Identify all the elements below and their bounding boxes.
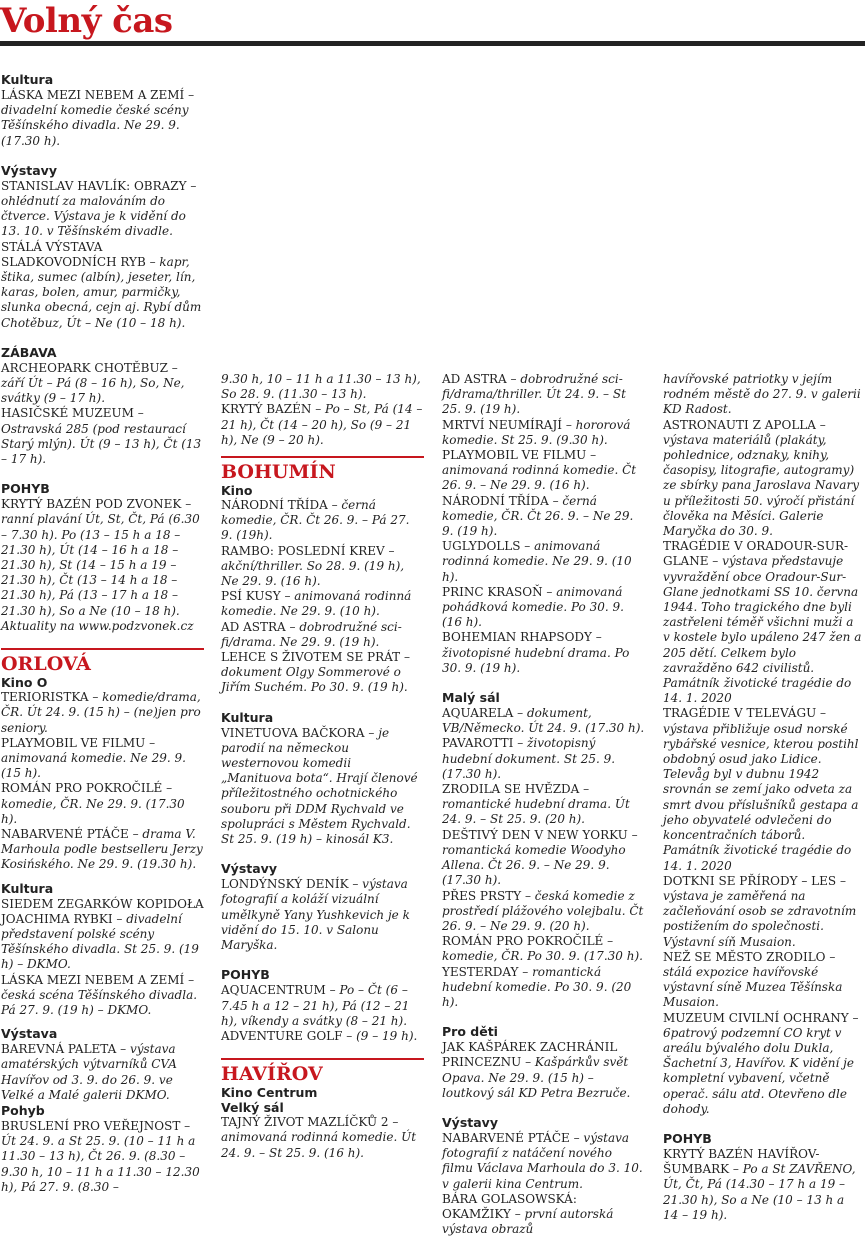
listing-desc: – Po – St, Pá (14 – 21 h), Čt (14 – 20 h), So (9 – 21 h), Ne (9 – 20 h). bbox=[221, 402, 423, 447]
listing-desc: – animovaná pohádková komedie. Po 30. 9. (16 h). bbox=[442, 584, 624, 630]
listing-title: STÁLÁ VÝSTAVA SLADKOVODNÍCH RYB bbox=[1, 239, 146, 269]
listing-title: DOTKNI SE PŘÍRODY – LES bbox=[663, 873, 837, 888]
listing-desc: – animovaná komedie. Ne 29. 9. (15 h). bbox=[1, 735, 186, 781]
listing-desc: – drama V. Marhoula podle bestselleru Jerzy Kosińského. Ne 29. 9. (19.30 h). bbox=[1, 826, 203, 872]
listing-desc: – výstava amatérských výtvarníků CVA Havířov od 3. 9. do 26. 9. ve Velké a Malé galerii DKMO. bbox=[1, 1042, 177, 1102]
listing-title: ROMÁN PRO POKROČILÉ bbox=[442, 934, 604, 949]
title-rule bbox=[0, 41, 865, 46]
listing-desc: – černá komedie, ČR. Čt 26. 9. – Pá 27. 9. (19h). bbox=[221, 498, 410, 543]
listing-title: PLAYMOBIL VE FILMU bbox=[1, 735, 146, 750]
listing-desc: – dobrodružné sci-fi/drama/thriller. Út 24. 9. – St 25. 9. (19 h). bbox=[442, 372, 626, 417]
listing bbox=[663, 418, 863, 540]
listing bbox=[221, 589, 424, 619]
listing-desc: – stálá expozice havířovské výstavní síně Muzea Těšínska Musaion. bbox=[663, 949, 843, 1010]
listing bbox=[442, 706, 645, 736]
listing-desc: – komedie, ČR. Ne 29. 9. (17.30 h). bbox=[1, 781, 185, 826]
listing bbox=[221, 544, 424, 590]
listing-title: NÁRODNÍ TŘÍDA bbox=[442, 493, 549, 508]
listing bbox=[1, 88, 204, 149]
listing bbox=[442, 1131, 645, 1192]
listing-desc: – Po – Čt (6 – 7.45 h a 12 – 21 h), Pá (12 – 21 h), víkendy a svátky (8 – 21 h). bbox=[221, 983, 410, 1028]
listing-desc: – divadelní představení polské scény Těšínského divadla. St 25. 9. (19 h) – DKMO. bbox=[1, 911, 199, 972]
listing-desc: – výstava fotografií a koláží vizuální umělkyně Yany Yushkevich je k vidění do 15. 10. v Salonu Maryška. bbox=[221, 877, 410, 953]
listing bbox=[442, 934, 645, 964]
venue-heading: Kino bbox=[221, 483, 253, 499]
listing-title: ASTRONAUTI Z APOLLA bbox=[663, 417, 816, 432]
listing bbox=[221, 620, 424, 650]
listing-title: STANISLAV HAVLÍK: OBRAZY bbox=[1, 178, 187, 193]
listing-desc: – výstava je zaměřená na začleňování osob se zdravotním postižením do společnosti. Výstavní síň Musaion. bbox=[663, 873, 857, 949]
listing-desc: – 6patrový podzemní CO kryt v areálu bývalého dolu Dukla, Šachetní 3, Havířov. K vidění je kompletní vybavení, včetně operač. sálu atd. Otevřeno dle dohody. bbox=[663, 1010, 859, 1116]
listing-title: RAMBO: POSLEDNÍ KREV bbox=[221, 543, 385, 558]
listing bbox=[221, 498, 424, 544]
listing-title: BRUSLENÍ PRO VEŘEJNOST bbox=[1, 1118, 181, 1133]
column-4 bbox=[663, 372, 863, 1223]
column-1 bbox=[1, 72, 204, 1195]
listing-title: TRAGÉDIE V TELEVÁGU bbox=[663, 706, 817, 721]
listing-desc: – Po a St ZAVŘENO, Út, Čt, Pá (14.30 – 17 h a 19 – 21.30 h), So a Ne (10 – 13 h a 14 – 19 h). bbox=[663, 1162, 856, 1222]
section-heading: Kultura bbox=[1, 880, 54, 896]
listing bbox=[442, 448, 645, 494]
listing bbox=[663, 874, 863, 950]
listing-title: LEHCE S ŽIVOTEM SE PRÁT bbox=[221, 650, 401, 665]
listing-desc: – dokument Olgy Sommerové o Jiřím Suchém. Po 30. 9. (19 h). bbox=[221, 650, 410, 695]
listing bbox=[442, 1192, 645, 1237]
listing-desc: – komedie, ČR. Po 30. 9. (17.30 h). bbox=[442, 934, 643, 964]
listing-desc: – výstava fotografií z natáčení nového filmu Václava Marhoula do 3. 10. v galerii kina Centrum. bbox=[442, 1130, 643, 1191]
listing bbox=[1, 240, 204, 331]
listing bbox=[442, 889, 645, 935]
listing-desc: – romantické hudební drama. Út 24. 9. – St 25. 9. (20 h). bbox=[442, 782, 630, 827]
listing-title: AD ASTRA bbox=[442, 372, 507, 386]
listing-desc: – ranní plavání Út, St, Čt, Pá (6.30 – 7.30 h). Po (13 – 15 h a 18 – 21.30 h), Út (14 – 16 h a 18 – 21.30 h), St (14 – 15 h a 19 – 21.30 h), Čt (13 – 14 h a 18 – 21.30 h), Pá (13 – 17 h a 18 – 21.30 h), So a Ne (10 – 18 h). Aktuality na www.podzvonek.cz bbox=[1, 497, 200, 633]
listing-title: ZRODILA SE HVĚZDA bbox=[442, 782, 580, 797]
listing bbox=[221, 650, 424, 696]
listing bbox=[442, 736, 645, 782]
listing-desc: – výstava přibližuje osud norské rybářské vesnice, kterou postihl obdobný osud jako Lidice. Televåg byl v dubnu 1942 srovnán se zemí jako odveta za smrt dvou příslušníků gestapa a jeho obyvatelé odvlečeni do koncentračních táborů. Památník životické tragédie do 14. 1. 2020 bbox=[663, 706, 859, 873]
listing-title: JAK KAŠPÁREK ZACHRÁNIL PRINCEZNU bbox=[442, 1040, 618, 1070]
listing-title: ARCHEOPARK CHOTĚBUZ bbox=[1, 360, 168, 375]
listing bbox=[1, 897, 204, 973]
listing-title: AQUARELA bbox=[442, 706, 514, 721]
listing bbox=[442, 585, 645, 631]
listing-desc: – první autorská výstava obrazů bbox=[442, 1206, 614, 1237]
section-heading: ZÁBAVA bbox=[1, 344, 57, 360]
listing-desc: – dobrodružné sci-fi/drama. Ne 29. 9. (19 h). bbox=[221, 619, 402, 649]
listing-title: LÁSKA MEZI NEBEM A ZEMÍ bbox=[1, 972, 185, 987]
listing bbox=[1, 497, 204, 634]
listing bbox=[221, 1029, 424, 1044]
section-heading: POHYB bbox=[1, 481, 50, 497]
listing-title: KRYTÝ BAZÉN HAVÍŘOV-ŠUMBARK bbox=[663, 1146, 820, 1177]
venue-heading: Kino Centrum bbox=[221, 1085, 318, 1101]
listing-title: MRTVÍ NEUMÍRAJÍ bbox=[442, 417, 562, 432]
column-3 bbox=[442, 372, 645, 1237]
listing bbox=[1, 361, 204, 407]
listing bbox=[663, 950, 863, 1011]
listing bbox=[442, 782, 645, 828]
listing-title: VINETUOVA BAČKORA bbox=[221, 725, 365, 740]
listing-title: UGLYDOLLS bbox=[442, 539, 521, 554]
listing-title: BOHEMIAN RHAPSODY bbox=[442, 630, 592, 645]
listing-title: LÁSKA MEZI NEBEM A ZEMÍ bbox=[1, 88, 185, 102]
listing-title: BÁRA GOLASOWSKÁ: OKAMŽIKY bbox=[442, 1191, 577, 1221]
city-heading-bohumin: BOHUMÍN bbox=[221, 456, 424, 483]
listing-title: DEŠTIVÝ DEN V NEW YORKU bbox=[442, 827, 628, 842]
listing-desc: – kapr, štika, sumec (albín), jeseter, lín, karas, bolen, amur, parmičky, slunka obecná, cejn aj. Rybí dům Chotěbuz, Út – Ne (10 – 18 h). bbox=[1, 254, 202, 330]
listing bbox=[1, 781, 204, 827]
listing bbox=[221, 1115, 424, 1161]
listing bbox=[221, 726, 424, 848]
listing-title: TERIORISTKA bbox=[1, 690, 89, 705]
listing bbox=[221, 877, 424, 953]
section-heading: Výstavy bbox=[221, 861, 277, 877]
city-heading-orlova: ORLOVÁ bbox=[1, 648, 204, 675]
listing-desc: – romantická komedie Woodyho Allena. Čt 26. 9. – Ne 29. 9. (17.30 h). bbox=[442, 827, 638, 888]
listing bbox=[442, 828, 645, 889]
listing bbox=[442, 494, 645, 540]
listing-desc: – romantická hudební komedie. Po 30. 9. (20 h). bbox=[442, 964, 632, 1009]
listing bbox=[221, 983, 424, 1029]
listing-desc: – je parodií na německou westernovou komedii „Manituova bota“. Hrají členové příležitostného ochotnického souboru při DDM Rychvald ve spolupráci s Městem Rychvald. St 25. 9. (19 h) – kinosál K3. bbox=[221, 725, 418, 847]
listing-title: LONDÝNSKÝ DENÍK bbox=[221, 877, 349, 892]
section-heading: Pro děti bbox=[442, 1024, 498, 1040]
listing bbox=[442, 965, 645, 1011]
listing-title: ROMÁN PRO POKROČILÉ bbox=[1, 781, 163, 796]
section-heading: Výstavy bbox=[1, 162, 57, 178]
listing-desc: – Ostravská 285 (pod restaurací Starý mlýn). Út (9 – 13 h), Čt (13 – 17 h). bbox=[1, 406, 202, 467]
venue-heading: Kino O bbox=[1, 675, 48, 691]
listing-desc: – česká scéna Těšínského divadla. Pá 27. 9. (19 h) – DKMO. bbox=[1, 972, 198, 1017]
listing-continued: 9.30 h, 10 – 11 h a 11.30 – 13 h), So 28. 9. (11.30 – 13 h). bbox=[221, 372, 421, 402]
section-heading: Malý sál bbox=[442, 690, 500, 706]
listing-continued: havířovské patriotky v jejím rodném městě do 27. 9. v galerii KD Radost. bbox=[663, 372, 861, 417]
listing bbox=[663, 539, 863, 706]
city-heading-havirov: HAVÍŘOV bbox=[221, 1058, 424, 1085]
listing-desc: –Út 24. 9. a St 25. 9. (10 – 11 h a 11.30 – 13 h), Čt 26. 9. (8.30 – 9.30 h, 10 – 11 h a 11.30 – 12.30 h), Pá 27. 9. (8.30 – bbox=[1, 1118, 200, 1194]
listing-title: AD ASTRA bbox=[221, 619, 286, 634]
listing-desc: – animovaná rodinná komedie. Ne 29. 9. (10 h). bbox=[221, 589, 412, 619]
listing-title: PŘES PRSTY bbox=[442, 888, 522, 903]
listing-title: KRYTÝ BAZÉN bbox=[221, 402, 312, 417]
listing bbox=[1, 973, 204, 1019]
listing-title: NEŽ SE MĚSTO ZRODILO bbox=[663, 949, 826, 964]
listing-desc: – komedie/drama, ČR. Út 24. 9. (15 h) – (ne)jen pro seniory. bbox=[1, 690, 201, 735]
section-heading: POHYB bbox=[663, 1130, 712, 1146]
section-heading: Výstava bbox=[1, 1026, 58, 1042]
listing-title: YESTERDAY bbox=[442, 964, 519, 979]
listing-desc: – výstava představuje vyvraždění obce Oradour-Sur-Glane jednotkami SS 10. června 1944. Toho tragického dne byli zastřeleni téměř všichni muži a v kostele bylo upáleno 247 žen a 205 dětí. Celkem bylo zavražděno 642 civilistů. Památník životické tragédie do 14. 1. 2020 bbox=[663, 554, 862, 706]
listing-title: ADVENTURE GOLF bbox=[221, 1028, 343, 1043]
listing bbox=[442, 1040, 645, 1101]
section-heading: POHYB bbox=[221, 967, 270, 983]
listing bbox=[1, 827, 204, 873]
section-heading: Výstavy bbox=[442, 1114, 498, 1130]
section-heading: Pohyb bbox=[1, 1102, 45, 1118]
listing-desc: – animovaná rodinná komedie. Út 24. 9. – St 25. 9. (16 h). bbox=[221, 1115, 417, 1160]
listing-desc: – černá komedie, ČR. Čt 26. 9. – Ne 29. 9. (19 h). bbox=[442, 493, 634, 539]
listing-title: MUZEUM CIVILNÍ OCHRANY bbox=[663, 1010, 849, 1025]
listing-title: NABARVENÉ PTÁČE bbox=[1, 826, 129, 841]
section-heading: Kultura bbox=[221, 709, 274, 725]
listing bbox=[663, 1011, 863, 1117]
listing-desc: – hororová komedie. St 25. 9. (9.30 h). bbox=[442, 417, 631, 447]
listing-title: KRYTÝ BAZÉN POD ZVONEK bbox=[1, 497, 182, 512]
listing bbox=[442, 630, 645, 676]
listing-title: HASIČSKÉ MUZEUM bbox=[1, 406, 134, 421]
listing-desc: – září Út – Pá (8 – 16 h), So, Ne, svátky (9 – 17 h). bbox=[1, 360, 185, 406]
listing-desc: – česká komedie z prostředí plážového volejbalu. Čt 26. 9. – Ne 29. 9. (20 h). bbox=[442, 888, 644, 933]
listing bbox=[442, 539, 645, 585]
listing-title: NÁRODNÍ TŘÍDA bbox=[221, 498, 328, 513]
listing-desc: – divadelní komedie české scény Těšínského divadla. Ne 29. 9. (17.30 h). bbox=[1, 88, 195, 148]
listing-title: PLAYMOBIL VE FILMU bbox=[442, 448, 587, 463]
listing bbox=[221, 402, 424, 448]
listing bbox=[1, 406, 204, 467]
listing-desc: – ohlédnutí za malováním do čtverce. Výstava je k vidění do 13. 10. v Těšínském divadle. bbox=[1, 178, 197, 239]
page-title: Volný čas bbox=[0, 1, 173, 41]
section-heading: Kultura bbox=[1, 72, 54, 87]
listing-desc: – animovaná rodinná komedie. Ne 29. 9. (10 h). bbox=[442, 539, 632, 584]
listing-title: NABARVENÉ PTÁČE bbox=[442, 1130, 570, 1145]
listing-desc: – Kašpárkův svět Opava. Ne 29. 9. (15 h) – loutkový sál KD Petra Bezruče. bbox=[442, 1055, 631, 1100]
listing bbox=[1, 179, 204, 240]
listing-title: PAVAROTTI bbox=[442, 736, 514, 751]
listing-title: PRINC KRASOŇ bbox=[442, 584, 543, 599]
listing-title: TRAGÉDIE V ORADOUR-SUR-GLANE bbox=[663, 539, 849, 569]
listing-title: TAJNÝ ŽIVOT MAZLÍČKŮ 2 bbox=[221, 1115, 389, 1130]
listing bbox=[1, 1042, 204, 1103]
listing-desc: – životopisný hudební dokument. St 25. 9. (17.30 h). bbox=[442, 736, 616, 781]
listing bbox=[663, 706, 863, 873]
listing-desc: – akční/thriller. So 28. 9. (19 h), Ne 29. 9. (16 h). bbox=[221, 543, 405, 589]
column-2 bbox=[221, 372, 424, 1161]
listing-desc: – (9 – 19 h). bbox=[342, 1028, 418, 1043]
listing-desc: – životopisné hudební drama. Po 30. 9. (19 h). bbox=[442, 630, 630, 675]
listing-desc: – výstava materiálů (plakáty, pohlednice, odznaky, knihy, časopisy, litografie, autogramy) ze sbírky pana Jaroslava Navary u příležitosti 50. výročí přistání člověka na Měsíci. Galerie Maryčka do 30. 9. bbox=[663, 417, 859, 539]
listing bbox=[1, 1119, 204, 1195]
listing bbox=[1, 736, 204, 782]
venue-subheading: Velký sál bbox=[221, 1100, 284, 1116]
listing-title: AQUACENTRUM bbox=[221, 983, 326, 998]
listing bbox=[663, 1147, 863, 1223]
listing bbox=[442, 372, 645, 418]
listing-desc: – animovaná rodinná komedie. Čt 26. 9. – Ne 29. 9. (16 h). bbox=[442, 448, 637, 493]
listing-title: PSÍ KUSY bbox=[221, 589, 281, 604]
listing bbox=[442, 418, 645, 448]
listing-title: SIEDEM ZEGARKÓW KOPIDOŁA JOACHIMA RYBKI bbox=[1, 896, 204, 926]
listing-desc: – dokument, VB/Německo. Út 24. 9. (17.30 h). bbox=[442, 706, 645, 736]
listing-title: BAREVNÁ PALETA bbox=[1, 1042, 117, 1057]
listing bbox=[1, 690, 204, 736]
